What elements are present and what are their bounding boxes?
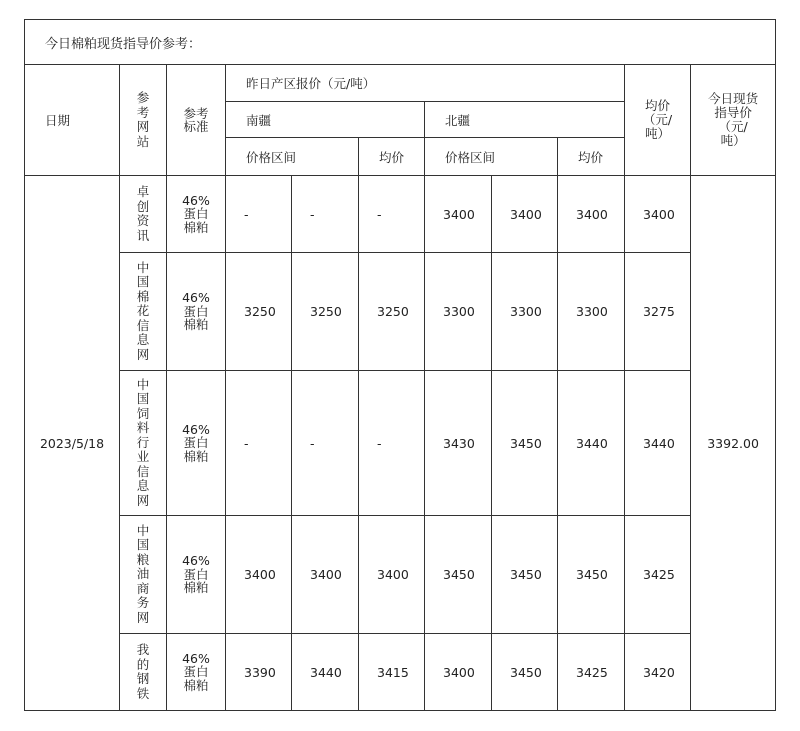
header-north-average: 均价 xyxy=(558,138,625,176)
site-cell: 中 国 饲 料 行 业 信 息 网 xyxy=(120,371,167,516)
date-cell: 2023/5/18 xyxy=(25,176,120,711)
south-low-cell: 3390 xyxy=(226,634,292,711)
south-high-cell: - xyxy=(292,176,359,253)
south-high-cell: 3400 xyxy=(292,516,359,634)
north-low-cell: 3400 xyxy=(425,176,492,253)
south-low-cell: - xyxy=(226,371,292,516)
header-site: 参 考 网 站 xyxy=(120,65,167,176)
north-avg-cell: 3440 xyxy=(558,371,625,516)
south-high-cell: 3440 xyxy=(292,634,359,711)
guide-price-cell: 3392.00 xyxy=(691,176,776,711)
north-low-cell: 3430 xyxy=(425,371,492,516)
south-avg-cell: - xyxy=(359,371,425,516)
site-cell: 卓 创 资 讯 xyxy=(120,176,167,253)
overall-avg-cell: 3420 xyxy=(625,634,691,711)
standard-cell: 46% 蛋白 棉粕 xyxy=(167,634,226,711)
north-avg-cell: 3450 xyxy=(558,516,625,634)
north-high-cell: 3300 xyxy=(492,253,558,371)
north-high-cell: 3450 xyxy=(492,516,558,634)
south-low-cell: 3400 xyxy=(226,516,292,634)
standard-cell: 46% 蛋白 棉粕 xyxy=(167,176,226,253)
south-high-cell: - xyxy=(292,371,359,516)
south-avg-cell: 3415 xyxy=(359,634,425,711)
north-avg-cell: 3400 xyxy=(558,176,625,253)
header-south-price-range: 价格区间 xyxy=(226,138,359,176)
site-cell: 中 国 棉 花 信 息 网 xyxy=(120,253,167,371)
header-date: 日期 xyxy=(25,65,120,176)
overall-avg-cell: 3400 xyxy=(625,176,691,253)
cottonseed-meal-price-table xyxy=(24,19,776,711)
overall-avg-cell: 3440 xyxy=(625,371,691,516)
standard-cell: 46% 蛋白 棉粕 xyxy=(167,371,226,516)
standard-cell: 46% 蛋白 棉粕 xyxy=(167,253,226,371)
header-north-price-range: 价格区间 xyxy=(425,138,558,176)
north-high-cell: 3400 xyxy=(492,176,558,253)
header-standard: 参考 标准 xyxy=(167,65,226,176)
north-avg-cell: 3300 xyxy=(558,253,625,371)
north-high-cell: 3450 xyxy=(492,634,558,711)
north-avg-cell: 3425 xyxy=(558,634,625,711)
header-guide-price: 今日现货 指导价 （元/ 吨） xyxy=(691,65,776,176)
header-south-average: 均价 xyxy=(359,138,425,176)
table-title: 今日棉粕现货指导价参考： xyxy=(25,20,776,65)
south-avg-cell: 3250 xyxy=(359,253,425,371)
north-low-cell: 3400 xyxy=(425,634,492,711)
site-cell: 我 的 钢 铁 xyxy=(120,634,167,711)
header-north-xinjiang: 北疆 xyxy=(425,102,625,138)
header-yesterday-quote: 昨日产区报价（元/吨） xyxy=(226,65,625,102)
south-low-cell: 3250 xyxy=(226,253,292,371)
south-avg-cell: - xyxy=(359,176,425,253)
north-low-cell: 3300 xyxy=(425,253,492,371)
south-high-cell: 3250 xyxy=(292,253,359,371)
north-low-cell: 3450 xyxy=(425,516,492,634)
header-overall-average: 均价 （元/ 吨） xyxy=(625,65,691,176)
overall-avg-cell: 3275 xyxy=(625,253,691,371)
header-south-xinjiang: 南疆 xyxy=(226,102,425,138)
north-high-cell: 3450 xyxy=(492,371,558,516)
south-low-cell: - xyxy=(226,176,292,253)
standard-cell: 46% 蛋白 棉粕 xyxy=(167,516,226,634)
south-avg-cell: 3400 xyxy=(359,516,425,634)
overall-avg-cell: 3425 xyxy=(625,516,691,634)
site-cell: 中 国 粮 油 商 务 网 xyxy=(120,516,167,634)
